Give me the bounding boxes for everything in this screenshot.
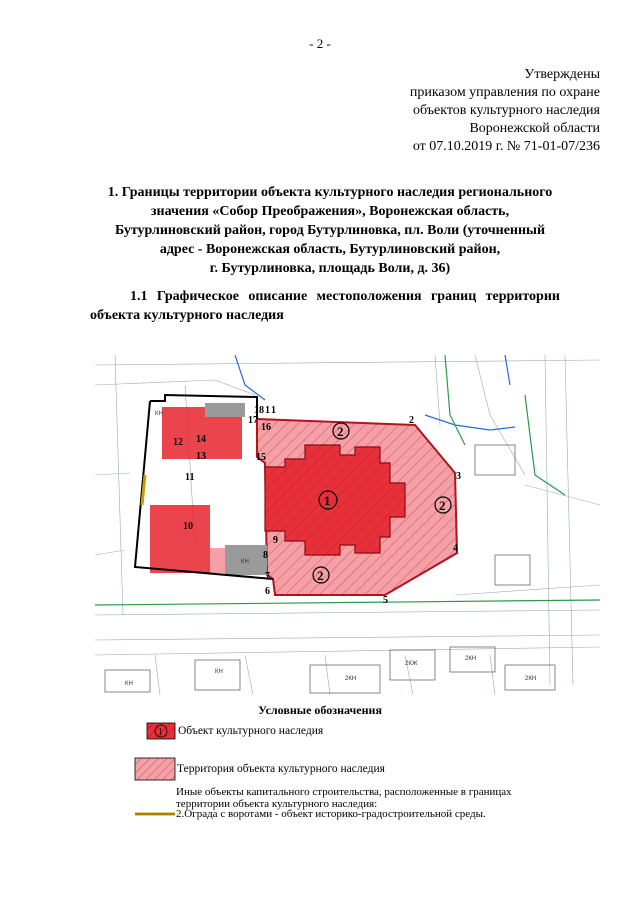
point-label: 1 xyxy=(265,405,270,416)
building-label: 2КН xyxy=(525,676,537,682)
point-label: 8 xyxy=(263,550,268,561)
point-label: 16 xyxy=(261,422,271,433)
legend-other-objects xyxy=(176,786,556,810)
heading-line: значения «Собор Преображения», Воронежская область, xyxy=(150,204,510,219)
legend-fence-label: 2.Ограда с воротами - объект историко-градостроительной среды. xyxy=(176,808,486,820)
point-label: 4 xyxy=(453,543,458,554)
point-label: 1 xyxy=(271,405,276,416)
approval-line: Утверждены xyxy=(524,67,600,82)
point-label: 6 xyxy=(265,586,270,597)
point-label: 5 xyxy=(383,595,388,606)
point-label: 7 xyxy=(265,571,270,582)
building-gray xyxy=(205,403,245,417)
legend-title: Условные обозначения xyxy=(258,703,382,717)
subheading-word: территории xyxy=(485,289,560,304)
subheading-word: местоположения xyxy=(316,289,422,304)
subheading-word: Графическое xyxy=(156,289,239,304)
zone-marker: 1 xyxy=(324,493,331,508)
legend-object-swatch xyxy=(146,722,176,740)
building-red xyxy=(150,505,210,573)
subheading-word: описание xyxy=(248,289,308,304)
point-label: 17 xyxy=(248,415,258,426)
point-label: 2 xyxy=(409,415,414,426)
zone-marker: 2 xyxy=(337,424,344,439)
legend-territory-label: Территория объекта культурного наследия xyxy=(177,763,385,775)
subsection-heading xyxy=(90,287,560,325)
point-label: 13 xyxy=(196,451,206,462)
legend-fence-swatch xyxy=(134,809,176,819)
legend-territory xyxy=(134,757,385,781)
legend-object-label: Объект культурного наследия xyxy=(178,725,324,737)
point-label: 10 xyxy=(183,521,193,532)
approval-line: объектов культурного наследия xyxy=(412,103,600,118)
subheading-word: границ xyxy=(430,289,477,304)
section-heading xyxy=(95,183,565,278)
building-label: 2КЖ xyxy=(405,661,418,667)
building-label: КН xyxy=(155,411,163,417)
subheading-line xyxy=(90,287,560,306)
page-number: - 2 - xyxy=(309,36,331,51)
building-red xyxy=(210,548,225,573)
building-label: КН xyxy=(241,559,249,565)
legend-object xyxy=(146,722,323,740)
point-label: 11 xyxy=(185,472,195,483)
legend-territory-swatch xyxy=(134,757,176,781)
subheading-word: 1.1 xyxy=(130,289,148,304)
approval-line: приказом управления по охране xyxy=(409,85,600,100)
point-label: 3 xyxy=(456,471,461,482)
legend-other-line: территории объекта культурного наследия: xyxy=(176,798,378,810)
zone-marker: 2 xyxy=(439,498,446,513)
building-label: 2КН xyxy=(345,676,357,682)
approval-block xyxy=(410,66,600,156)
approval-line: от 07.10.2019 г. № 71-01-07/236 xyxy=(412,139,600,154)
building-label: КН xyxy=(215,669,223,675)
legend-other-line: Иные объекты капитального строительства, расположенные в границах xyxy=(176,786,512,798)
approval-line: Воронежской области xyxy=(469,121,600,136)
heading-line: 1. Границы территории объекта культурного наследия регионального xyxy=(107,185,553,200)
point-label: 18 xyxy=(254,405,264,416)
subheading-line: объекта культурного наследия xyxy=(90,308,284,323)
heading-line: Бутурлиновский район, город Бутурлиновка, пл. Воли (уточненный xyxy=(114,223,546,238)
point-label: 12 xyxy=(173,437,183,448)
point-label: 14 xyxy=(196,434,206,445)
boundary-map xyxy=(95,355,600,695)
building-label: 2КН xyxy=(465,656,477,662)
zone-marker: 2 xyxy=(317,568,324,583)
point-label: 9 xyxy=(273,535,278,546)
heading-line: адрес - Воронежская область, Бутурлиновский район, xyxy=(159,242,501,257)
point-label: 15 xyxy=(256,452,266,463)
heading-line: г. Бутурлиновка, площадь Воли, д. 36) xyxy=(209,261,451,276)
legend-fence xyxy=(134,808,486,820)
building-label: КН xyxy=(125,681,133,687)
legend-object-symbol: 1 xyxy=(158,727,163,738)
